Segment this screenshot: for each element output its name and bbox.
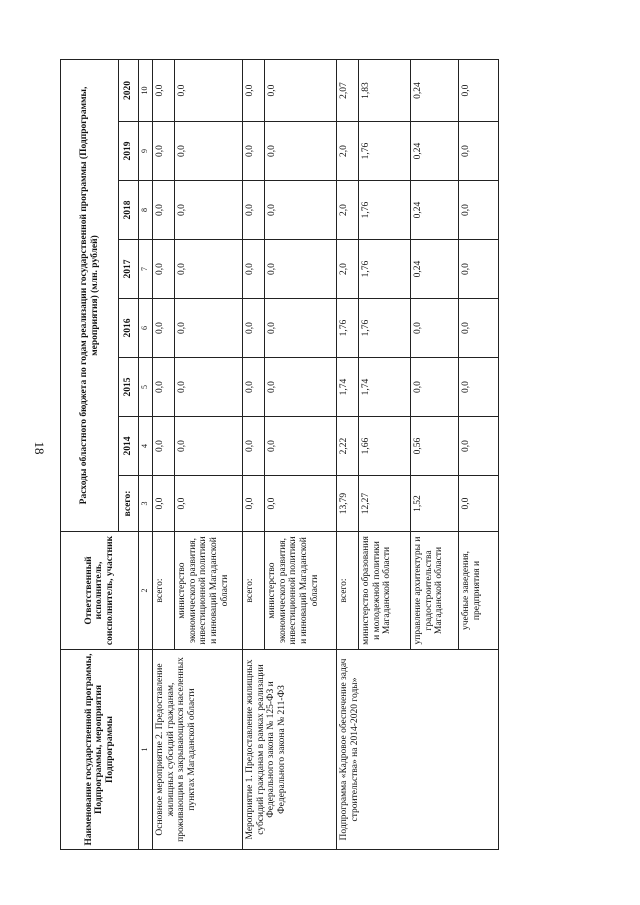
cell-year-value: 0,0 <box>459 60 499 122</box>
cell-year-value: 0,0 <box>153 240 175 299</box>
cell-year-value: 0,0 <box>243 358 265 417</box>
cell-year-value: 0,0 <box>153 358 175 417</box>
header-year: 2018 <box>119 181 139 240</box>
page-number: 18 <box>32 441 47 455</box>
rotated-sheet <box>60 60 610 850</box>
cell-year-value: 1,76 <box>337 299 359 358</box>
row-executor: всего: <box>153 532 175 650</box>
cell-year-value: 0,0 <box>175 358 243 417</box>
cell-total: 0,0 <box>243 476 265 532</box>
budget-table <box>60 59 499 850</box>
cell-year-value: 0,0 <box>175 240 243 299</box>
cell-year-value: 0,0 <box>153 181 175 240</box>
column-number: 1 <box>139 650 153 850</box>
header-name: Наименование государственной программы, Подпрограммы, мероприятия Подпрограммы <box>61 650 139 850</box>
cell-total: 12,27 <box>359 476 411 532</box>
cell-year-value: 0,0 <box>243 122 265 181</box>
cell-year-value: 0,0 <box>243 299 265 358</box>
cell-year-value: 0,0 <box>243 181 265 240</box>
row-name: Подпрограмма «Кадровое обеспечение задач строительства» на 2014-2020 годы» <box>337 650 499 850</box>
cell-year-value: 1,76 <box>359 122 411 181</box>
header-year: 2014 <box>119 417 139 476</box>
column-number: 9 <box>139 122 153 181</box>
cell-year-value: 0,0 <box>243 60 265 122</box>
row-executor: всего: <box>337 532 359 650</box>
cell-year-value: 2,0 <box>337 181 359 240</box>
column-number: 4 <box>139 417 153 476</box>
cell-year-value: 1,66 <box>359 417 411 476</box>
table-row <box>243 60 265 850</box>
row-executor: учебные заведения, предприятия и <box>459 532 499 650</box>
cell-total: 0,0 <box>459 476 499 532</box>
row-name: Мероприятие 1. Предоставление жилищных субсидий гражданам в рамках реализации Федерального закона № 125-ФЗ и Федерального закона № 211-ФЗ <box>243 650 337 850</box>
column-number: 8 <box>139 181 153 240</box>
row-executor: всего: <box>243 532 265 650</box>
cell-year-value: 0,0 <box>175 60 243 122</box>
table-row <box>337 60 359 850</box>
row-executor: управление архитектуры и градостроительства Магаданской области <box>411 532 459 650</box>
cell-year-value: 0,24 <box>411 181 459 240</box>
column-number: 10 <box>139 60 153 122</box>
cell-year-value: 2,07 <box>337 60 359 122</box>
cell-year-value: 1,74 <box>337 358 359 417</box>
cell-year-value: 0,0 <box>153 417 175 476</box>
header-year: 2020 <box>119 60 139 122</box>
cell-year-value: 0,0 <box>459 181 499 240</box>
cell-year-value: 0,0 <box>153 122 175 181</box>
row-executor: министерство экономического развития, инвестиционной политики и инноваций Магаданской области <box>265 532 337 650</box>
cell-year-value: 0,0 <box>459 240 499 299</box>
cell-year-value: 0,0 <box>265 122 337 181</box>
cell-year-value: 0,0 <box>411 358 459 417</box>
cell-year-value: 0,0 <box>411 299 459 358</box>
cell-total: 13,79 <box>337 476 359 532</box>
cell-year-value: 0,0 <box>265 299 337 358</box>
table-body <box>153 60 499 850</box>
header-executor: Ответственный исполнитель, соисполнитель, участник <box>61 532 139 650</box>
cell-year-value: 1,76 <box>359 181 411 240</box>
cell-year-value: 0,0 <box>265 60 337 122</box>
cell-year-value: 0,0 <box>265 358 337 417</box>
cell-year-value: 1,76 <box>359 240 411 299</box>
cell-year-value: 0,0 <box>265 417 337 476</box>
cell-total: 0,0 <box>175 476 243 532</box>
cell-year-value: 1,76 <box>359 299 411 358</box>
cell-year-value: 0,24 <box>411 122 459 181</box>
header-year: 2017 <box>119 240 139 299</box>
header-budget: Расходы областного бюджета по годам реализации государственной программы (Подпрограммы, мероприятия) (млн. рублей) <box>61 60 119 532</box>
cell-year-value: 1,74 <box>359 358 411 417</box>
cell-year-value: 0,24 <box>411 60 459 122</box>
cell-total: 0,0 <box>265 476 337 532</box>
table-row <box>153 60 175 850</box>
header-total: всего: <box>119 476 139 532</box>
header-year: 2019 <box>119 122 139 181</box>
column-number: 5 <box>139 358 153 417</box>
cell-total: 0,0 <box>153 476 175 532</box>
cell-year-value: 0,0 <box>459 417 499 476</box>
cell-total: 1,52 <box>411 476 459 532</box>
cell-year-value: 2,22 <box>337 417 359 476</box>
cell-year-value: 0,0 <box>265 181 337 240</box>
cell-year-value: 0,0 <box>243 417 265 476</box>
cell-year-value: 0,24 <box>411 240 459 299</box>
cell-year-value: 0,0 <box>175 122 243 181</box>
cell-year-value: 1,83 <box>359 60 411 122</box>
cell-year-value: 0,0 <box>459 122 499 181</box>
cell-year-value: 0,0 <box>153 299 175 358</box>
row-executor: министерство образования и молодежной политики Магаданской области <box>359 532 411 650</box>
cell-year-value: 0,0 <box>175 299 243 358</box>
header-year: 2016 <box>119 299 139 358</box>
column-number: 2 <box>139 532 153 650</box>
cell-year-value: 2,0 <box>337 122 359 181</box>
cell-year-value: 0,0 <box>459 299 499 358</box>
cell-year-value: 0,0 <box>175 417 243 476</box>
cell-year-value: 0,0 <box>243 240 265 299</box>
cell-year-value: 2,0 <box>337 240 359 299</box>
row-executor: министерство экономического развития, инвестиционной политики и инноваций Магаданской области <box>175 532 243 650</box>
column-number: 7 <box>139 240 153 299</box>
column-number: 6 <box>139 299 153 358</box>
cell-year-value: 0,56 <box>411 417 459 476</box>
cell-year-value: 0,0 <box>175 181 243 240</box>
column-number: 3 <box>139 476 153 532</box>
cell-year-value: 0,0 <box>459 358 499 417</box>
cell-year-value: 0,0 <box>153 60 175 122</box>
cell-year-value: 0,0 <box>265 240 337 299</box>
header-year: 2015 <box>119 358 139 417</box>
row-name: Основное мероприятие 2. Предоставление жилищных субсидий гражданам, проживающим в закрывающихся населенных пунктах Магаданской области <box>153 650 243 850</box>
